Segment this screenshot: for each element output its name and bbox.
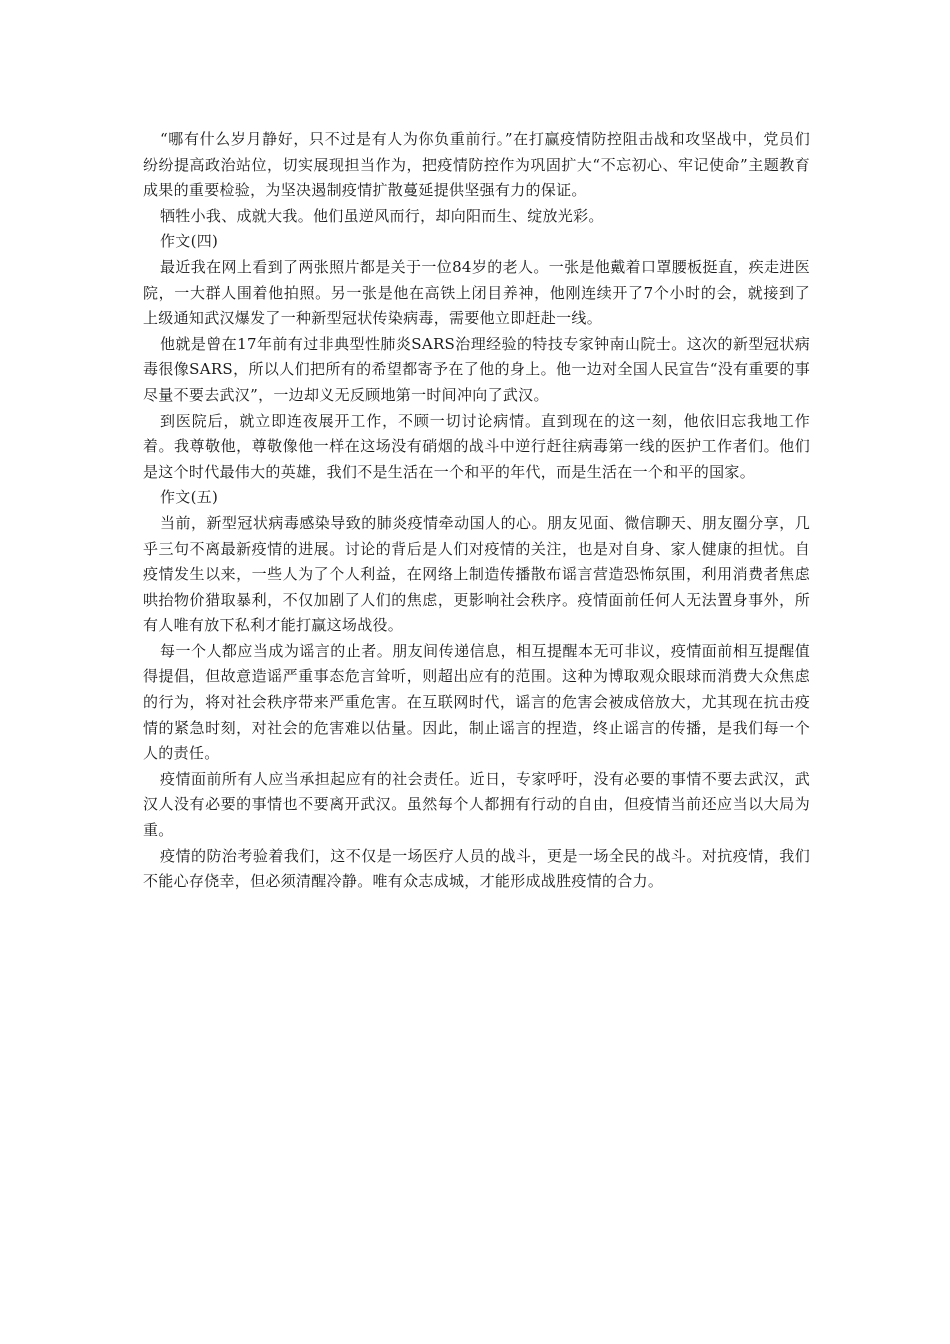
document-body — [143, 127, 810, 895]
paragraph: 最近我在网上看到了两张照片都是关于一位84岁的老人。一张是他戴着口罩腰板挺直，疾走进医院，一大群人围着他拍照。另一张是他在高铁上闭目养神，他刚连续开了7个小时的会，就接到了上级通知武汉爆发了一种新型冠状传染病毒，需要他立即赶赴一线。 — [143, 257, 810, 328]
paragraph: 疫情的防治考验着我们，这不仅是一场医疗人员的战斗，更是一场全民的战斗。对抗疫情，我们不能心存侥幸，但必须清醒冷静。唯有众志成城，才能形成战胜疫情的合力。 — [143, 846, 810, 891]
paragraph: 牺牲小我、成就大我。他们虽逆风而行，却向阳而生、绽放光彩。 — [160, 206, 604, 225]
paragraph: 疫情面前所有人应当承担起应有的社会责任。近日，专家呼吁，没有必要的事情不要去武汉，武汉人没有必要的事情也不要离开武汉。虽然每个人都拥有行动的自由，但疫情当前还应当以大局为重。 — [143, 769, 810, 840]
section-heading: 作文(五) — [160, 488, 219, 507]
paragraph: 他就是曾在17年前有过非典型性肺炎SARS治理经验的特技专家钟南山院士。这次的新型冠状病毒很像SARS，所以人们把所有的希望都寄予在了他的身上。他一边对全国人民宣告“没有重要的事尽量不要去武汉”，一边却义无反顾地第一时间冲向了武汉。 — [143, 334, 810, 404]
paragraph: 到医院后，就立即连夜展开工作，不顾一切讨论病情。直到现在的这一刻，他依旧忘我地工作着。我尊敬他，尊敬像他一样在这场没有硝烟的战斗中逆行赶往病毒第一线的医护工作者们。他们是这个时代最伟大的英雄，我们不是生活在一个和平的年代，而是生活在一个和平的国家。 — [143, 411, 810, 481]
paragraph: “哪有什么岁月静好，只不过是有人为你负重前行。”在打赢疫情防控阻击战和攻坚战中，党员们纷纷提高政治站位，切实展现担当作为，把疫情防控作为巩固扩大“不忘初心、牢记使命”主题教育成果的重要检验，为坚决遏制疫情扩散蔓延提供坚强有力的保证。 — [143, 130, 810, 200]
section-heading: 作文(四) — [160, 232, 219, 251]
paragraph: 每一个人都应当成为谣言的止者。朋友间传递信息，相互提醒本无可非议，疫情面前相互提醒值得提倡，但故意造谣严重事态危言耸听，则超出应有的范围。这种为博取观众眼球而消费大众焦虑的行为，将对社会秩序带来严重危害。在互联网时代，谣言的危害会被成倍放大，尤其现在抗击疫情的紧急时刻，对社会的危害难以估量。因此，制止谣言的捏造，终止谣言的传播，是我们每一个人的责任。 — [143, 641, 810, 763]
paragraph: 当前，新型冠状病毒感染导致的肺炎疫情牵动国人的心。朋友见面、微信聊天、朋友圈分享，几乎三句不离最新疫情的进展。讨论的背后是人们对疫情的关注，也是对自身、家人健康的担忧。自疫情发生以来，一些人为了个人利益，在网络上制造传播散布谣言营造恐怖氛围，利用消费者焦虑哄抬物价猎取暴利，不仅加剧了人们的焦虑，更影响社会秩序。疫情面前任何人无法置身事外，所有人唯有放下私利才能打赢这场战役。 — [143, 513, 810, 635]
